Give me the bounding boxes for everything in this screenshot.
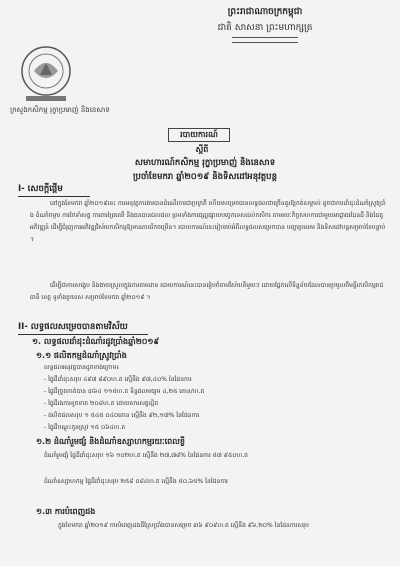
title-about: ស្តីពី — [195, 145, 209, 154]
list-item: - ផ្ទៃដីបណ្តុះកូនស្រូវ ១៥ ០៦៤ហ.ត — [44, 424, 126, 431]
ministry-logo-icon — [14, 41, 78, 103]
list-item: - ផលិតផលសរុប ១ ៥៤៥ ០៤០តោន ស្មើនឹង ៩២,១៧% នៃផែនការ — [44, 412, 200, 419]
section-2-underline — [18, 334, 148, 335]
ministry-name: ក្រសួងកសិកម្ម រុក្ខាប្រមាញ់ និងនេសាទ — [10, 106, 110, 114]
subsection-1-heading: ១. លទ្ធផលដាំដុះដំណាំរដូវប្រាំងឆ្នាំ២០១៩ — [32, 337, 160, 346]
document-subtitle: ប្រចាំខែមករា ឆ្នាំ២០១៩ និងទិសដៅអនុវត្តបន្ត — [133, 172, 277, 182]
list-item: - ផ្ទៃដីដាំដុះសរុប ៤៩៧ ៨៩០ហ.ត ស្មើនឹង ៩៧,៤០% នៃផែនការ — [44, 376, 192, 383]
document-title: សមាហារណ៍កសិកម្ម រុក្ខាប្រមាញ់ និងនេសាទ — [134, 158, 276, 168]
document-type-box: របាយការណ៍ — [168, 128, 230, 142]
intro-paragraph: នៅក្នុងខែមករា ឆ្នាំ២០១៩នេះ ការអនុវត្តការងារបានដំណើរការជាប្រក្រតី ហើយសម្រេចបានលទ្ធផលជាច្រើនគួរឱ្យកត់សម្គាល់ ដូចជាការដាំដុះដំណាំស្រូវប្រាំង ដំណាំចម្ការ ការថែទាំសត្វ ការពារព្រៃឈើ និងធនធានជលផល ព្រមទាំងការផ្សព្វផ្សាយបច្ចេកទេសដល់កសិករ តាមរយៈកិច្ចសហការជាមួយអាជ្ញាធរដែនដី និងដៃគូអភិវឌ្ឍន៍ ដើម្បីជំរុញការអភិវឌ្ឍវិស័យកសិកម្មឱ្យមានភាពរីកចម្រើន។ របាយការណ៍នេះរៀបរាប់អំពីលទ្ធផលសម្រេចបាន បញ្ហាប្រឈម និងទិសដៅបន្តសម្រាប់ខែបន្ទាប់។ — [30, 200, 386, 243]
list-item: - ផ្ទៃដីច្រូតកាត់បាន ៣៦៤ ១១៥ហ.ត ទិន្នផលមធ្យម ៤,២៥ តោន/ហ.ត — [44, 388, 205, 395]
subsection-1-3-paragraph: ក្នុងខែមករា ឆ្នាំ២០១៩ ការបំពេញដងដីស្រែប្រាំងបានសម្រេច ៣៦ ៩០៩ហ.ត ស្មើនឹង ៩៦,២០% នៃផែនការសរុប — [58, 522, 309, 529]
section-2-heading: II- លទ្ធផលសម្រេចបានតាមវិស័យ — [18, 322, 128, 332]
subsection-1-2-paragraph: ដំណាំរួមផ្សំ ផ្ទៃដីដាំដុះសរុប ១៦ ១០២ហ.ត ស្មើនឹង ២៧,៧៨% នៃផែនការ ៥៧ ៩៥០ហ.ត — [44, 452, 248, 459]
subsection-1-3-heading: ១.៣ ការបំពេញដង — [36, 507, 96, 516]
kingdom-heading: ព្រះរាជាណាចក្រកម្ពុជា — [227, 7, 303, 17]
ornament-divider — [232, 37, 298, 43]
subsection-1-2-heading: ១.២ ដំណាំរួមផ្សំ និងដំណាំឧស្សាហកម្មរយៈពេលខ្លី — [36, 437, 185, 446]
intro-paragraph-2: ដើម្បីជាការសង្ខេប និងងាយស្រួលក្នុងការតាមដាន របាយការណ៍នេះបានរៀបចំតាមវិស័យនីមួយៗ ដោយផ្អែកលើទិន្នន័យដែលបានប្រមូលពីមន្ទីរកសិកម្មរាជធានី ខេត្ត ទូទាំងប្រទេស សម្រាប់ខែមករា ឆ្នាំ២០១៩ ។ — [30, 282, 384, 301]
section-1-underline — [18, 196, 90, 197]
list-item: - ផ្ទៃដីរងការខូចខាត ២០៨ហ.ត ដោយសារសត្វល្អិត — [44, 400, 159, 407]
national-motto: ជាតិ សាសនា ព្រះមហាក្សត្រ — [217, 23, 313, 33]
subsection-1-2-paragraph-2: ដំណាំឧស្សាហកម្ម ផ្ទៃដីដាំដុះសរុប ២៥៨ ០៨៤ហ.ត ស្មើនឹង ៥០,៦៥% នៃផែនការ — [44, 478, 228, 485]
section-1-heading: I- សេចក្តីផ្តើម — [18, 184, 63, 194]
subsection-1-1-heading: ១.១ ផលិតកម្មដំណាំស្រូវប្រាំង — [36, 351, 127, 360]
subsection-1-1-lead: លទ្ធផលអនុវត្តបានដូចខាងក្រោម៖ — [44, 364, 119, 371]
